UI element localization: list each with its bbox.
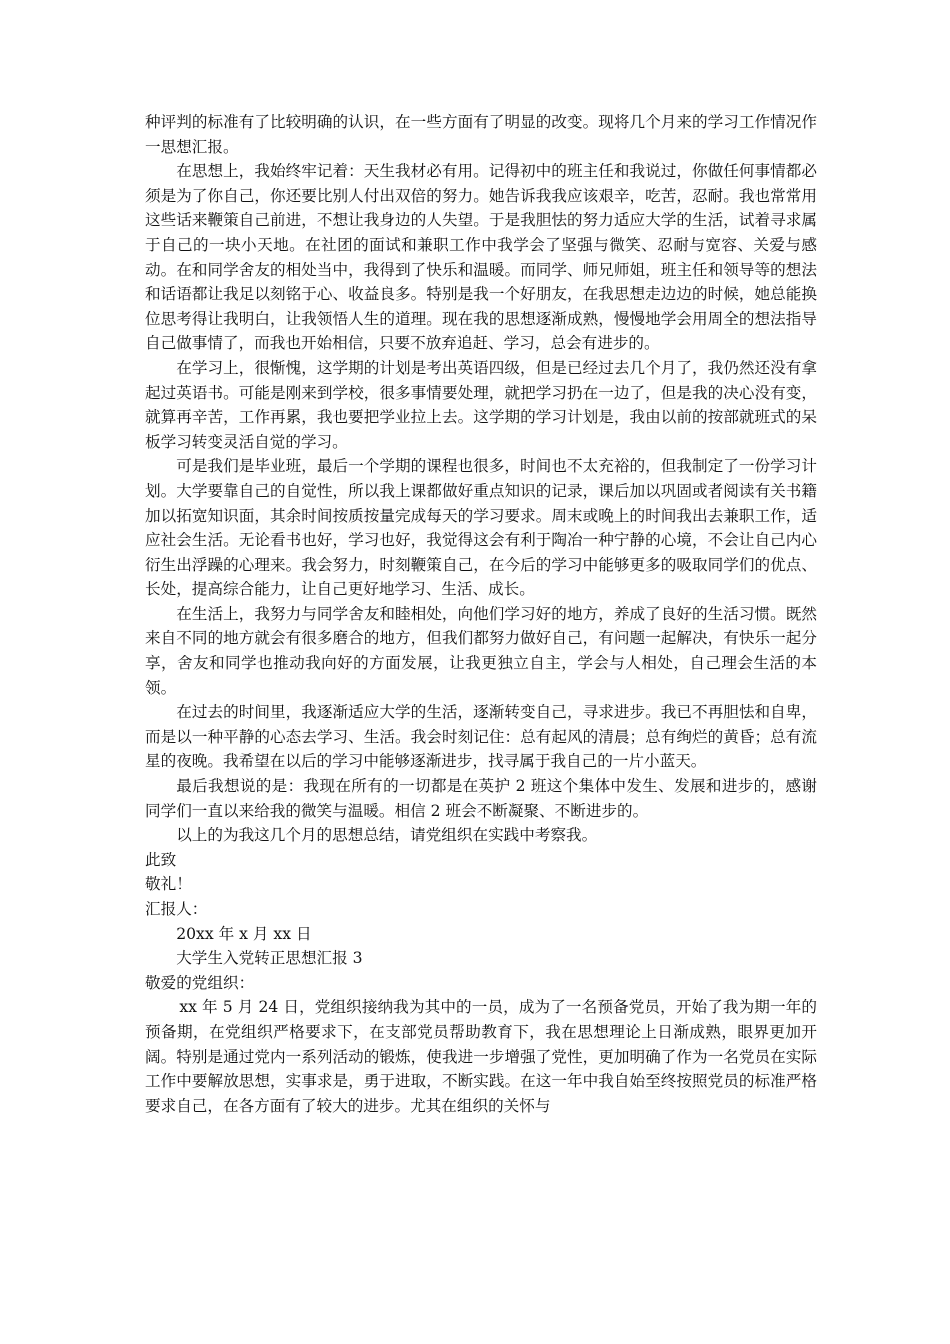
document-body [145, 110, 817, 1118]
paragraph-study: 在学习上，很惭愧，这学期的计划是考出英语四级，但是已经过去几个月了，我仍然还没有拿起过英语书。可能是刚来到学校，很多事情要处理，就把学习扔在一边了，但是我的决心没有变，就算再辛苦，工作再累，我也要把学业拉上去。这学期的学习计划是，我由以前的按部就班式的呆板学习转变灵活自觉的学习。 [145, 358, 817, 451]
closing-line: 此致 [145, 850, 177, 869]
date-line: 20xx 年 x 月 xx 日 [176, 924, 312, 943]
paragraph-finally: 最后我想说的是：我现在所有的一切都是在英护 2 班这个集体中发生、发展和进步的，感谢同学们一直以来给我的微笑与温暖。相信 2 班会不断凝聚、不断进步的。 [145, 777, 817, 820]
paragraph-continuation: 种评判的标准有了比较明确的认识，在一些方面有了明显的改变。现将几个月来的学习工作情况作一思想汇报。 [145, 113, 817, 156]
paragraph-past: 在过去的时间里，我逐渐适应大学的生活，逐渐转变自己，寻求进步。我已不再胆怯和自卑，而是以一种平静的心态去学习、生活。我会时刻记住：总有起风的清晨；总有绚烂的黄昏；总有流星的夜晚。我希望在以后的学习中能够逐渐进步，找寻属于我自己的一片小蓝天。 [145, 703, 817, 771]
next-report-greeting: 敬爱的党组织： [145, 973, 255, 992]
salute-line: 敬礼！ [145, 875, 192, 894]
paragraph-thought: 在思想上，我始终牢记着：天生我材必有用。记得初中的班主任和我说过，你做任何事情都必须是为了你自己，你还要比别人付出双倍的努力。她告诉我我应该艰辛，吃苦，忍耐。我也常常用这些话来鞭策自己前进，不想让我身边的人失望。于是我胆怯的努力适应大学的生活，试着寻求属于自己的一块小天地。在社团的面试和兼职工作中我学会了坚强与微笑、忍耐与宽容、关爱与感动。在和同学舍友的相处当中，我得到了快乐和温暖。而同学、师兄师姐，班主任和领导等的想法和话语都让我足以刻铭于心、收益良多。特别是我一个好朋友，在我思想走边边的时候，她总能换位思考得让我明白，让我领悟人生的道理。现在我的思想逐渐成熟，慢慢地学会用周全的想法指导自己做事情了，而我也开始相信，只要不放弃追赶、学习，总会有进步的。 [145, 162, 817, 353]
reporter-line: 汇报人： [145, 900, 208, 918]
paragraph-study-plan: 可是我们是毕业班，最后一个学期的课程也很多，时间也不太充裕的，但我制定了一份学习计划。大学要靠自己的自觉性，所以我上课都做好重点知识的记录，课后加以巩固或者阅读有关书籍加以拓宽知识面，其余时间按质按量完成每天的学习要求。周末或晚上的时间我出去兼职工作，适应社会生活。无论看书也好，学习也好，我觉得这会有利于陶冶一种宁静的心境，不会让自己内心衍生出浮躁的心理来。我会努力，时刻鞭策自己，在今后的学习中能够更多的吸取同学们的优点、长处，提高综合能力，让自己更好地学习、生活、成长。 [145, 457, 817, 599]
next-report-body: xx 年 5 月 24 日，党组织接纳我为其中的一员，成为了一名预备党员，开始了我为期一年的预备期，在党组织严格要求下，在支部党员帮助教育下，我在思想理论上日渐成熟，眼界更加开阔。特别是通过党内一系列活动的锻炼，使我进一步增强了党性，更加明确了作为一名党员在实际工作中要解放思想，实事求是，勇于进取，不断实践。在这一年中我自始至终按照党员的标准严格要求自己，在各方面有了较大的进步。尤其在组织的关怀与 [145, 998, 817, 1115]
next-report-title: 大学生入党转正思想汇报 3 [176, 949, 363, 968]
paragraph-summary: 以上的为我这几个月的思想总结，请党组织在实践中考察我。 [176, 826, 598, 845]
paragraph-life: 在生活上，我努力与同学舍友和睦相处，向他们学习好的地方，养成了良好的生活习惯。既然来自不同的地方就会有很多磨合的地方，但我们都努力做好自己，有问题一起解决，有快乐一起分享，舍友和同学也推动我向好的方面发展，让我更独立自主，学会与人相处，自己理会生活的本领。 [145, 604, 817, 697]
